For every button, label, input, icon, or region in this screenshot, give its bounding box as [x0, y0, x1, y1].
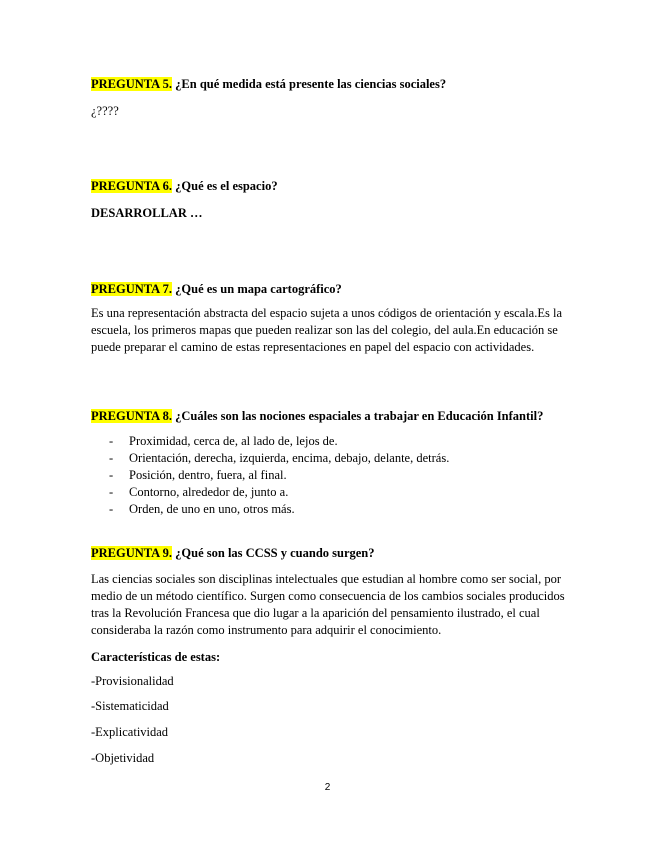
question-8-label: PREGUNTA 8.: [91, 409, 173, 423]
question-8-heading: [91, 408, 543, 424]
question-5-label: PREGUNTA 5.: [91, 77, 173, 91]
question-5-heading: [91, 76, 446, 92]
trait-item: -Sistematicidad: [91, 699, 169, 713]
trait-item: -Explicatividad: [91, 725, 169, 739]
list-item: - Contorno, alrededor de, junto a.: [109, 485, 289, 499]
trait-item: -Objetividad: [91, 751, 155, 765]
list-item: - Orientación, derecha, izquierda, encima, debajo, delante, detrás.: [109, 451, 450, 465]
question-7-text: ¿Qué es un mapa cartográfico?: [175, 282, 342, 296]
question-6-heading: [91, 178, 278, 194]
characteristics-heading: Características de estas:: [91, 650, 221, 664]
question-5-answer: ¿????: [91, 104, 119, 118]
list-item: - Proximidad, cerca de, al lado de, lejos de.: [109, 434, 338, 448]
trait-item: -Provisionalidad: [91, 674, 174, 688]
question-9-text: ¿Qué son las CCSS y cuando surgen?: [175, 546, 375, 560]
bullet-dash: -: [109, 434, 114, 448]
question-9-label: PREGUNTA 9.: [91, 546, 173, 560]
question-9-answer: Las ciencias sociales son disciplinas intelectuales que estudian al hombre como ser social, por medio de un método científico. Surgen como consecuencia de los cambios sociales producidos tras la Revolución Francesa que dio lugar a la aparición del pensamiento ilustrado, el cual consideraba la razón como instrumento para adquirir el conocimiento.: [91, 572, 565, 637]
question-7-label: PREGUNTA 7.: [91, 282, 173, 296]
question-6-answer: DESARROLLAR …: [91, 206, 203, 220]
bullet-dash: -: [109, 502, 114, 516]
question-7-heading: [91, 281, 342, 297]
question-8-text: ¿Cuáles son las nociones espaciales a trabajar en Educación Infantil?: [175, 409, 544, 423]
question-6-text: ¿Qué es el espacio?: [175, 179, 278, 193]
question-6-label: PREGUNTA 6.: [91, 179, 173, 193]
page-number: 2: [324, 782, 331, 793]
bullet-dash: -: [109, 451, 114, 465]
spatial-notions-list: [91, 433, 449, 518]
bullet-dash: -: [109, 485, 114, 499]
bullet-dash: -: [109, 468, 114, 482]
question-5-text: ¿En qué medida está presente las ciencias sociales?: [175, 77, 447, 91]
list-item: - Orden, de uno en uno, otros más.: [109, 502, 295, 516]
question-9-heading: [91, 545, 375, 561]
list-item: - Posición, dentro, fuera, al final.: [109, 468, 287, 482]
question-7-answer: Es una representación abstracta del espacio sujeta a unos códigos de orientación y escala.Es la escuela, los primeros mapas que pueden realizar son las del colegio, del aula.En educación se puede preparar el camino de estas representaciones en papel del espacio con actividades.: [91, 306, 562, 354]
